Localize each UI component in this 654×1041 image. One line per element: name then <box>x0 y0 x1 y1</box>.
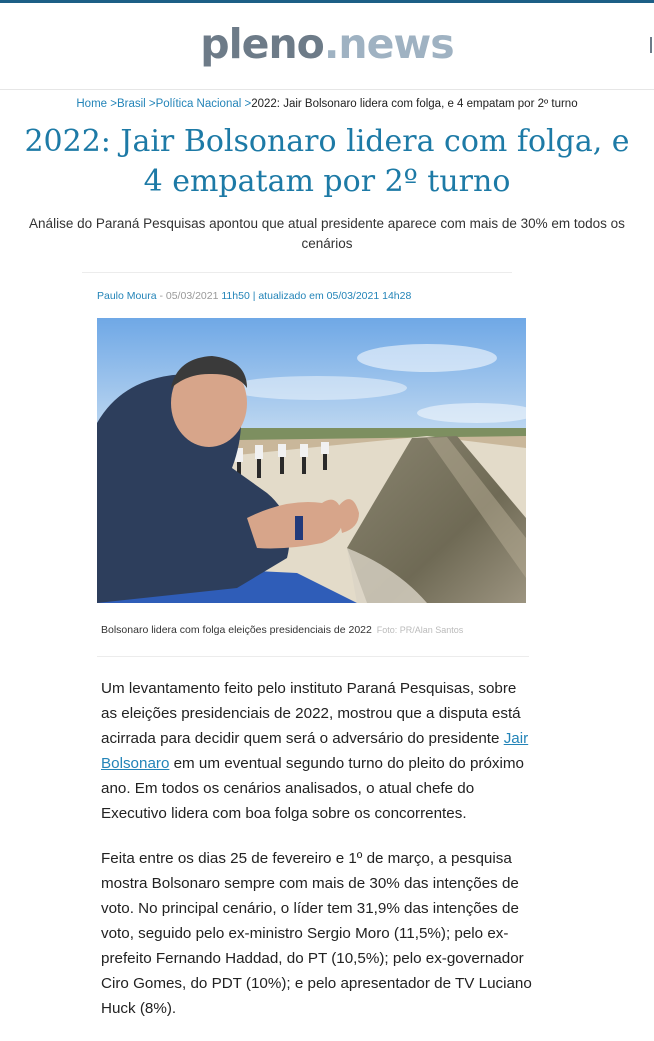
menu-edge-icon[interactable] <box>650 37 652 53</box>
divider <box>97 656 529 657</box>
image-caption <box>101 624 463 636</box>
article-title: 2022: Jair Bolsonaro lidera com folga, e 4 empatam por 2º turno <box>24 124 630 199</box>
publish-date: - 05/03/2021 <box>156 290 222 302</box>
paragraph-2: Feita entre os dias 25 de fevereiro e 1º de março, a pesquisa mostra Bolsonaro sempre com mais de 30% das intenções de voto. No principal cenário, o líder tem 31,9% das intenções de voto, seguido pelo ex-ministro Sergio Moro (11,5%); pelo ex-prefeito Fernando Haddad, do PT (10,5%); pelo ex-governador Ciro Gomes, do PDT (10%); e pelo apresentador de TV Luciano Huck (8%). <box>101 850 532 1017</box>
breadcrumb-current: 2022: Jair Bolsonaro lidera com folga, e 4 empatam por 2º turno <box>251 98 578 110</box>
divider <box>82 272 512 273</box>
breadcrumb-home[interactable]: Home > <box>76 98 117 110</box>
caption-text: Bolsonaro lidera com folga eleições presidenciais de 2022 <box>101 624 372 636</box>
publish-time: 11h50 <box>221 290 250 302</box>
site-header <box>0 3 654 90</box>
article-byline <box>97 290 654 302</box>
logo-text-pleno: pleno <box>200 20 324 68</box>
paragraph-1-text-end: em um eventual segundo turno do pleito do próximo ano. Em todos os cenários analisados, o atual chefe do Executivo lidera com boa folga sobre os concorrentes. <box>101 755 524 822</box>
logo-text-news: .news <box>323 20 454 68</box>
paragraph-1 <box>101 676 533 826</box>
photo-credit: Foto: PR/Alan Santos <box>376 625 464 635</box>
site-logo[interactable] <box>200 20 453 68</box>
breadcrumb-brasil[interactable]: Brasil > <box>116 98 156 110</box>
article-body <box>101 676 533 1041</box>
author-link[interactable]: Paulo Moura <box>97 290 157 302</box>
paragraph-1-text: Um levantamento feito pelo instituto Paraná Pesquisas, sobre as eleições presidenciais de 2022, mostrou que a disputa está acirrada para decidir quem será o adversário do presidente <box>101 680 521 747</box>
article-subtitle: Análise do Paraná Pesquisas apontou que atual presidente aparece com mais de 30% em todos os cenários <box>29 216 625 251</box>
breadcrumb <box>0 98 654 110</box>
updated-time: | atualizado em 05/03/2021 14h28 <box>249 290 412 302</box>
breadcrumb-politica[interactable]: Política Nacional > <box>155 98 252 110</box>
jair-bolsonaro-link[interactable]: Jair Bolsonaro <box>101 730 529 772</box>
article-photo <box>97 318 526 603</box>
